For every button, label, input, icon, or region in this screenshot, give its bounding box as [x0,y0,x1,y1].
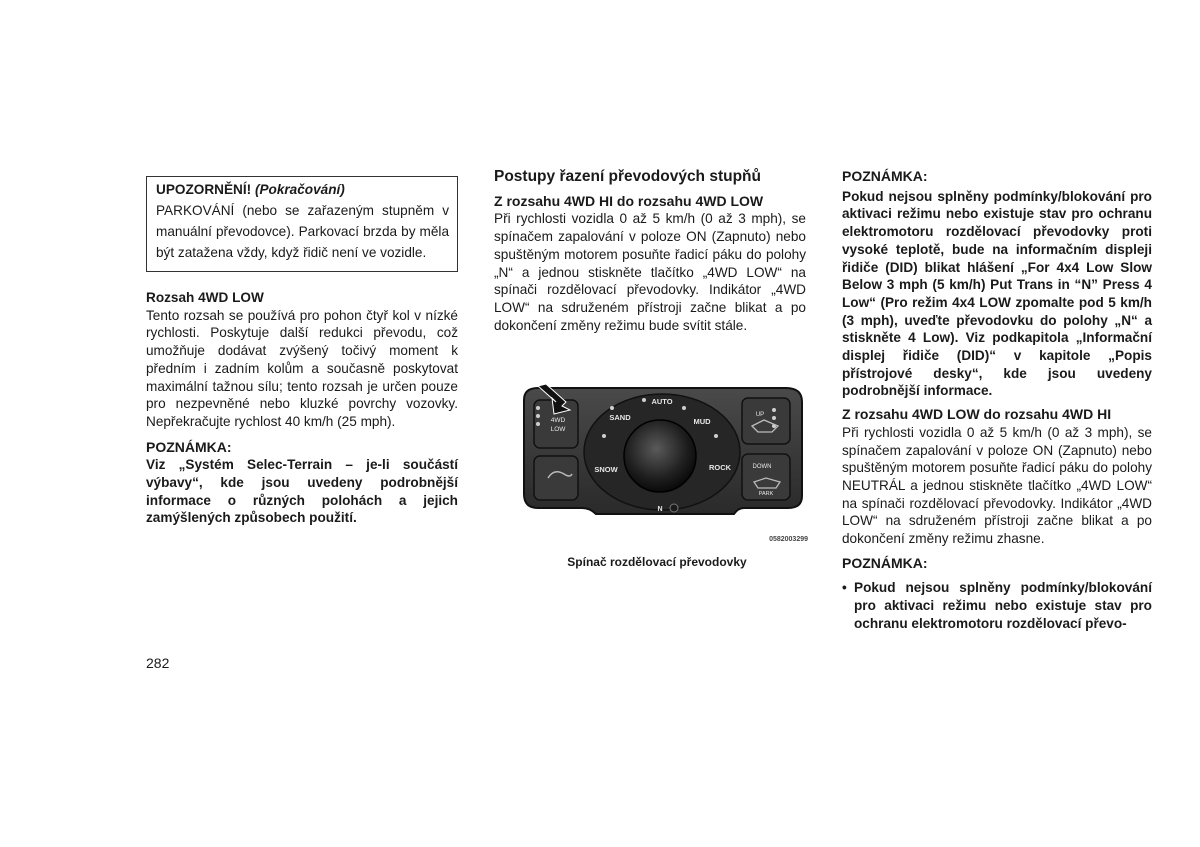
low-to-hi-heading: Z rozsahu 4WD LOW do rozsahu 4WD HI [842,406,1112,423]
page-number: 282 [146,655,170,671]
column-left [146,176,458,527]
warning-title: UPOZORNĚNÍ! [156,182,252,197]
label-park: PARK [758,491,774,498]
column-middle [494,168,806,572]
transfer-case-switch-figure [516,378,808,543]
figure-code: 0582003299 [769,535,808,543]
label-4wd: 4WD [550,417,566,425]
bullet-marker: • [842,580,847,596]
warning-box [146,176,458,272]
note2-bullet-text: Pokud nejsou splněny podmínky/blokování pro aktivaci režimu nebo existuje stav pro ochranu elektromotoru rozdělovací převo- [854,580,1152,631]
warning-text: PARKOVÁNÍ (nebo se zařazeným stupněm v manuální převodovce). Parkovací brzda by měla být zatažena vždy, když řidič není ve vozidle. [156,203,449,260]
note-text: Viz „Systém Selec-Terrain – je-li součástí výbavy“, kde jsou uvedeny podrobnější informace o různých polohách a jejich zamýšlených způsobech použití. [146,457,458,526]
label-snow: SNOW [594,465,618,475]
low-to-hi-text: Při rychlosti vozidla 0 až 5 km/h (0 až 3 mph), se spínačem zapalování v poloze ON (Zapnuto) nebo spuštěným motorem posuňte řadicí páku do polohy NEUTRÁL a jednou stiskněte tlačítko „4WD LOW“ na spínači rozdělovací převodovky. Indikátor „4WD LOW“ na sdruženém přístroji začne blikat a po dokončení změny režimu zhasne. [842,424,1152,547]
note2-heading: POZNÁMKA: [842,554,928,571]
note1-text: Pokud nejsou splněny podmínky/blokování pro aktivaci režimu nebo existuje stav pro ochranu elektromotoru rozdělovací převodovky proti vysoké teplotě, bude na informačním displeji řidiče (DID) blikat hlášení „For 4x4 Low Slow Below 3 mph (5 km/h) Put Trans in “N” Press 4 Low“ (Pro režim 4x4 LOW zpomalte pod 5 km/h (3 mph), uveďte převodovku do polohy „N“ a stiskněte 4 Low). Viz podkapitola „Informační displej řidiče (DID)“ v kapitole „Popis přístrojové desky“, kde jsou uvedeny podrobnější informace. [842,188,1152,399]
label-sand: SAND [609,413,631,423]
section-text-4wd-low: Tento rozsah se používá pro pohon čtyř kol v nízké rychlosti. Poskytuje další redukci převodu, což umožňuje dodávat zvýšený točivý moment k předním i zadním kolům a současně poskytovat maximální tažnou sílu; tento rozsah je určen pouze pro nezpevněné nebo kluzké povrchy vozovky. Nepřekračujte rychlost 40 km/h (25 mph). [146,307,458,429]
note2-bullet [842,579,1152,632]
note1-heading: POZNÁMKA: [842,168,928,184]
section-heading-4wd-low: Rozsah 4WD LOW [146,290,264,305]
transfer-case-switch-illustration [516,378,808,534]
label-low: LOW [550,426,566,434]
warning-subtitle: (Pokračování) [254,182,345,197]
label-n: N [657,506,663,514]
hi-to-low-text: Při rychlosti vozidla 0 až 5 km/h (0 až 3 mph), se spínačem zapalování v poloze ON (Zapnuto) nebo spuštěným motorem posuňte řadicí páku do polohy „N“ a jednou stiskněte tlačítko „4WD LOW“ na spínači rozdělovací převodovky. Indikátor „4WD LOW“ na sdruženém přístroji začne blikat a po dokončení změny režimu bude svítit stále. [494,211,806,333]
figure-caption: Spínač rozdělovací převodovky [567,555,747,570]
shift-procedures-heading: Postupy řazení převodových stupňů [494,168,761,185]
label-auto: AUTO [651,397,673,407]
label-down: DOWN [752,464,772,471]
warning-title-line [156,179,449,200]
hi-to-low-heading: Z rozsahu 4WD HI do rozsahu 4WD LOW [494,192,764,209]
label-mud: MUD [693,417,711,427]
label-up: UP [755,412,765,419]
label-rock: ROCK [708,463,732,473]
note-heading: POZNÁMKA: [146,438,232,455]
column-right [842,168,1152,633]
